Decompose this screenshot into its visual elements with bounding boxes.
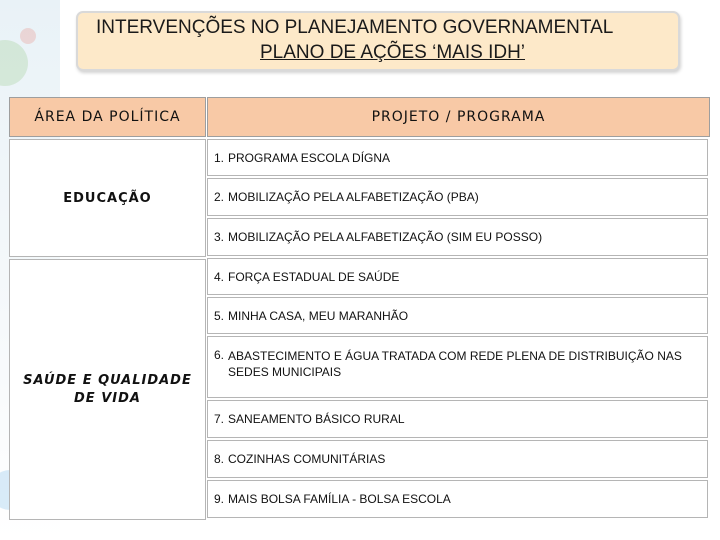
title-box (76, 11, 680, 71)
area-label: EDUCAÇÃO (63, 190, 152, 206)
program-row (207, 139, 708, 176)
page-title: INTERVENÇÕES NO PLANEJAMENTO GOVERNAMENTAL (96, 17, 614, 38)
program-row (207, 178, 708, 216)
item-text: MINHA CASA, MEU MARANHÃO (228, 308, 409, 323)
item-text: MOBILIZAÇÃO PELA ALFABETIZAÇÃO (SIM EU POSSO) (228, 230, 543, 244)
program-row (207, 440, 708, 478)
program-row (207, 297, 708, 334)
area-cell-education (9, 139, 206, 257)
program-row (207, 258, 708, 295)
item-number: 7. (214, 412, 225, 426)
column-header-project: PROJETO / PROGRAMA (207, 97, 710, 137)
program-row (207, 400, 708, 438)
item-number: 5. (214, 308, 225, 323)
item-number: 3. (214, 230, 225, 244)
program-row (207, 480, 708, 518)
item-text: ABASTECIMENTO E ÁGUA TRATADA COM REDE PLENA DE DISTRIBUIÇÃO NAS SEDES MUNICIPAIS (228, 349, 682, 379)
item-text: MAIS BOLSA FAMÍLIA - BOLSA ESCOLA (228, 492, 451, 506)
item-number: 8. (214, 452, 225, 466)
program-row (207, 336, 708, 398)
item-text: SANEAMENTO BÁSICO RURAL (228, 412, 405, 426)
column-header-area: ÁREA DA POLÍTICA (9, 97, 206, 137)
item-number: 1. (214, 150, 225, 165)
item-number: 4. (214, 269, 225, 284)
page-subtitle: PLANO DE AÇÕES ‘MAIS IDH’ (260, 42, 526, 63)
program-row (207, 218, 708, 256)
item-text: MOBILIZAÇÃO PELA ALFABETIZAÇÃO (PBA) (228, 190, 479, 204)
item-text: COZINHAS COMUNITÁRIAS (228, 452, 386, 466)
item-text: PROGRAMA ESCOLA DÍGNA (228, 150, 391, 165)
item-text: FORÇA ESTADUAL DE SAÚDE (228, 269, 400, 284)
area-cell-health (9, 259, 206, 520)
item-number: 6. (214, 348, 225, 362)
item-number: 9. (214, 492, 225, 506)
area-label: SAÚDE E QUALIDADE DE VIDA (23, 372, 192, 406)
item-number: 2. (214, 190, 225, 204)
decorative-circle (20, 28, 36, 44)
